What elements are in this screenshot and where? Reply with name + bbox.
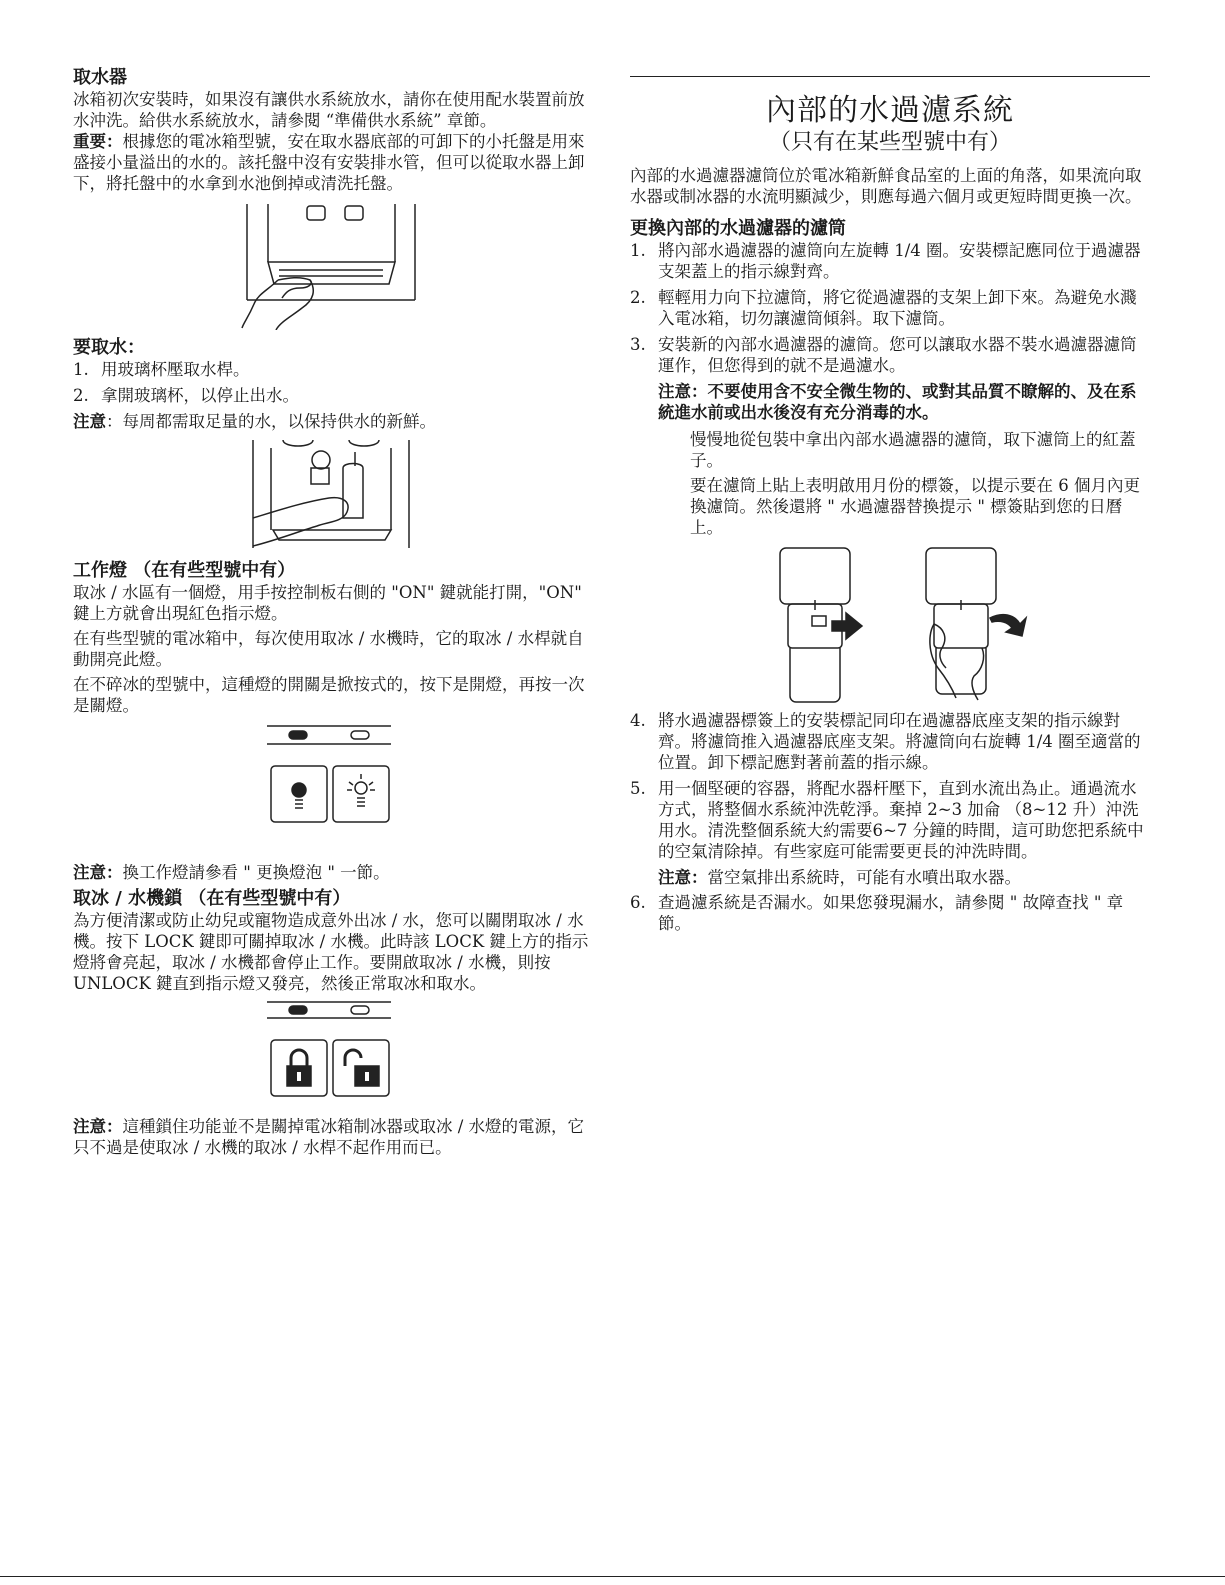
water-safety-warning: 注意：不要使用含不安全微生物的、或對其品質不瞭解的、及在系統進水前或出水後沒有充分消毒的水。 xyxy=(658,382,1137,422)
lock-heading: 取冰 / 水機鎖 （在有些型號中有） xyxy=(73,888,351,909)
section-title: 內部的水過濾系統 xyxy=(766,93,1014,128)
step5-note: 注意：當空氣排出系統時，可能有水噴出取水器。 xyxy=(658,868,1021,887)
replace-heading: 更換內部的水過濾器的濾筒 xyxy=(630,218,846,239)
replace-steps-a xyxy=(630,240,1150,376)
replace-steps-b xyxy=(630,710,1150,862)
left-column xyxy=(73,66,593,1162)
list-item: 3. 安裝新的內部水過濾器的濾筒。您可以讓取水器不裝水過濾器濾筒運作，但您得到的就不是過濾水。 xyxy=(630,335,1137,375)
label-reminder-instruction: 要在濾筒上貼上表明啟用月份的標簽，以提示要在 6 個月內更換濾筒。然後還將 " 水過濾器替換提示 " 標簽貼到您的日曆上。 xyxy=(690,476,1140,537)
list-item: 1. 將內部水過濾器的濾筒向左旋轉 1/4 圈。安裝標記應同位于過濾器支架蓋上的指示線對齊。 xyxy=(630,241,1141,281)
light-control-panel-illustration xyxy=(73,722,593,852)
lock-p1: 為方便清潔或防止幼兒或寵物造成意外出冰 / 水，您可以關閉取冰 / 水機。按下 LOCK 鍵即可關掉取冰 / 水機。此時該 LOCK 鍵上方的指示燈將會亮起，取冰 / 水機都會停止工作。要開啟取冰 / 水機，則按 UNLOCK 鍵直到指示燈又發亮，然後正常取冰和取水。 xyxy=(73,911,589,993)
work-light-p1: 取冰 / 水區有一個燈，用手按控制板右側的 "ON" 鍵就能打開，"ON" 鍵上方就會出現紅色指示燈。 xyxy=(73,583,582,623)
filter-cartridge-illustration xyxy=(630,544,1150,704)
page-bottom-rule xyxy=(0,1576,1225,1577)
list-item: 5. 用一個堅硬的容器，將配水器杆壓下，直到水流出為止。通過流水方式，將整個水系統沖洗乾淨。棄掉 2~3 加侖 （8~12 升）沖洗用水。清洗整個系統大約需要6~7 分鐘的時間，這可助您把系統中的空氣清除掉。有些家庭可能需要更長的沖洗時間。 xyxy=(630,779,1144,861)
list-item: 4. 將水過濾器標簽上的安裝標記同印在過濾器底座支架的指示線對齊。將濾筒推入過濾器底座支架。將濾筒向右旋轉 1/4 圈至適當的位置。卸下標記應對著前蓋的指示線。 xyxy=(630,711,1141,772)
important-label: 重要： xyxy=(73,132,123,151)
work-light-heading: 工作燈 （在有些型號中有） xyxy=(73,560,296,581)
filter-intro: 內部的水過濾器濾筒位於電冰箱新鮮食品室的上面的角落，如果流向取水器或制冰器的水流明顯減少，則應每過六個月或更短時間更換一次。 xyxy=(630,166,1142,206)
list-item: 2. 輕輕用力向下拉濾筒，將它從過濾器的支架上卸下來。為避免水濺入電冰箱，切勿讓濾筒傾斜。取下濾筒。 xyxy=(630,288,1137,328)
list-item: 6. 查過濾系統是否漏水。如果您發現漏水，請參閱 " 故障查找 " 章節。 xyxy=(630,893,1124,933)
dispenser-intro: 冰箱初次安裝時，如果沒有讓供水系統放水，請你在使用配水裝置前放水沖洗。給供水系統放水，請參閱 “準備供水系統” 章節。 xyxy=(73,90,585,130)
work-light-note: 注意：換工作燈請參看 " 更換燈泡 " 一節。 xyxy=(73,863,390,882)
title-rule xyxy=(630,76,1150,77)
important-text: 根據您的電冰箱型號，安在取水器底部的可卸下的小托盤是用來盛接小量溢出的水的。該托盤中沒有安裝排水管，但可以從取水器上卸下，將托盤中的水拿到水池倒掉或清洗托盤。 xyxy=(73,132,585,193)
work-light-p3: 在不碎冰的型號中，這種燈的開關是掀按式的，按下是開燈，再按一次是關燈。 xyxy=(73,675,585,715)
remove-red-cap-instruction: 慢慢地從包裝中拿出內部水過濾器的濾筒，取下濾筒上的紅蓋子。 xyxy=(690,430,1136,470)
glass-dispensing-illustration xyxy=(73,438,593,553)
list-item: 2. 拿開玻璃杯，以停止出水。 xyxy=(73,386,299,405)
right-column xyxy=(630,70,1150,939)
lock-control-panel-illustration xyxy=(73,1000,593,1110)
work-light-p2: 在有些型號的電冰箱中，每次使用取冰 / 水機時，它的取冰 / 水桿就自動開亮此燈。 xyxy=(73,629,584,669)
get-water-heading: 要取水： xyxy=(73,337,145,358)
list-item: 1. 用玻璃杯壓取水桿。 xyxy=(73,360,250,379)
section-subtitle: （只有在某些型號中有） xyxy=(768,130,1011,155)
dispenser-heading: 取水器 xyxy=(73,67,127,88)
lock-note: 注意：這種鎖住功能並不是關掉電冰箱制冰器或取冰 / 水燈的電源，它只不過是使取冰 / 水機的取冰 / 水桿不起作用而已。 xyxy=(73,1117,585,1157)
dispenser-important xyxy=(73,131,593,194)
get-water-note: 注意：每周都需取足量的水，以保持供水的新鮮。 xyxy=(73,412,436,431)
get-water-steps xyxy=(73,359,593,406)
drip-tray-illustration xyxy=(73,200,593,330)
